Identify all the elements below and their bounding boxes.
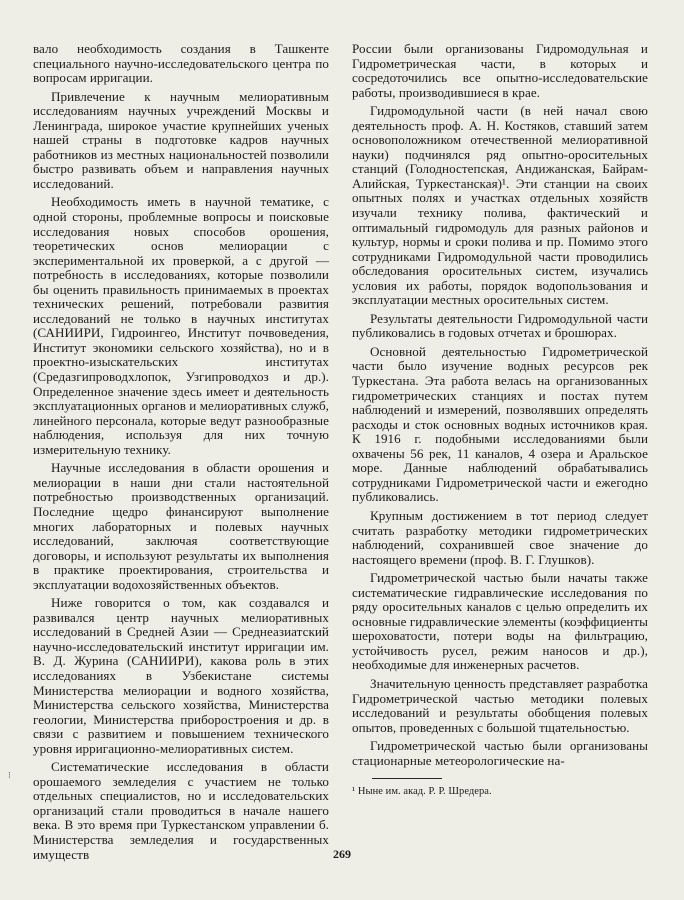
paragraph: Основной деятельностью Гидрометрической части было изучение водных ресурсов рек Туркестана. Эта работа велась на организованных гидрометрических станциях и постах путем наблюдений и измерений, позволявших определять расходы и сток основных водных источников края. К 1916 г. подобными исследованиями были охвачены 56 рек, 11 каналов, 4 озера и Аральское море. Данные наблюдений обрабатывались сотрудниками Гидрометрической части и ежегодно публиковались.	[352, 343, 648, 505]
left-column	[33, 42, 329, 866]
paragraph: Гидрометрической частью были организованы стационарные метеорологические на-	[352, 738, 648, 768]
margin-mark: ⁝	[8, 770, 11, 780]
paragraph: Привлечение к научным мелиоративным исследованиям научных учреждений Москвы и Ленинграда, широкое участие крупнейших ученых нашей страны в подготовке кадров научных работников из местных национальностей позволили быстро развивать объем и направления научных исследований.	[33, 88, 329, 191]
paragraph: вало необходимость создания в Ташкенте специального научно-исследовательского центра по вопросам ирригации.	[33, 41, 329, 86]
paragraph: Результаты деятельности Гидромодульной части публиковались в годовых отчетах и брошюрах.	[352, 310, 648, 341]
paragraph: Гидрометрической частью были начаты также систематические гидравлические исследования по ряду оросительных каналов с целью определить их основные гидравлические элементы (коэффициенты шероховатости, потери воды на фильтрацию, устойчивость русел, режим наносов и др.), необходимые для инженерных расчетов.	[352, 570, 648, 673]
footnote: ¹ Ныне им. акад. Р. Р. Шредера.	[352, 786, 492, 798]
right-column	[352, 42, 648, 802]
paragraph: Гидромодульной части (в ней начал свою деятельность проф. А. Н. Костяков, ставший затем основоположником отечественной мелиоративной науки) подчинялся ряд опытно-оросительных станций (Голодностепская, Андижанская, Байрам-Алийская, Туркестанская)¹. Эти станции на своих опытных полях и участках отдельных хозяйств изучали технику полива, фактический и оптимальный гидромодуль для разных районов и культур, нормы и сроки полива и пр. Помимо этого сотрудниками Гидромодульной части проводились обследования оросительных систем, изучались условия их работы, порядок водопользования и эксплуатации местных оросительных систем.	[352, 103, 648, 308]
paragraph: Необходимость иметь в научной тематике, с одной стороны, проблемные вопросы и поисковые исследования новых способов орошения, теоретических основ мелиорации с экспериментальной их проверкой, а с другой — потребность в исследованиях, которые позволили бы оценить правильность принимаемых в проектах технических решений, потребовали развития исследований не только в научных институтах (САНИИРИ, Гидроингео, Институт почвоведения, Институт экономики сельского хозяйства), но и в проектно-изыскательских институтах (Средазгипроводхлопок, Узгипроводхоз и др.). Определенное значение здесь имеет и деятельность эксплуатационных органов и мелиоративных служб, линейного персонала, которые ведут разнообразные наблюдения, используя для них точную измерительную технику.	[33, 194, 329, 457]
paragraph: России были организованы Гидромодульная и Гидрометрическая части, в которых и сосредоточились все опытно-исследовательские работы, производившиеся в крае.	[352, 41, 648, 100]
paragraph: Систематические исследования в области орошаемого земледелия с участием не только отдельных специалистов, но и исследовательских организаций стали проводиться в начале нашего века. В это время при Туркестанском управлении б. Министерства земледелия и государственных имуществ	[33, 759, 329, 862]
paragraph: Крупным достижением в тот период следует считать разработку методики гидрометрических наблюдений, сохранившей свое значение до настоящего времени (проф. В. Г. Глушков).	[352, 507, 648, 567]
page-number: 269	[333, 847, 351, 861]
footnote-divider	[372, 778, 442, 779]
paragraph: Ниже говорится о том, как создавался и развивался центр научных мелиоративных исследований в Средней Азии — Среднеазиатский научно-исследовательский институт ирригации им. В. Д. Журина (САНИИРИ), какова роль в этих исследованиях в Узбекистане системы Министерства мелиорации и водного хозяйства, Министерства сельского хозяйства, Министерства геологии, Министерства приборостроения и др. в связи с развитием и повышением технического уровня ирригационно-мелиоративных систем.	[33, 595, 329, 756]
paragraph: Значительную ценность представляет разработка Гидрометрической частью методики полевых исследований и результаты обобщения полевых опытов, проведенных с большой тщательностью.	[352, 675, 648, 735]
paragraph: Научные исследования в области орошения и мелиорации в наши дни стали настоятельной потребностью производственных организаций. Последние щедро финансируют выполнение многих лабораторных и полевых научных исследований, заключая соответствующие договоры, и используют результаты их выполнения в практике проектирования, строительства и эксплуатации водохозяйственных объектов.	[33, 460, 329, 592]
